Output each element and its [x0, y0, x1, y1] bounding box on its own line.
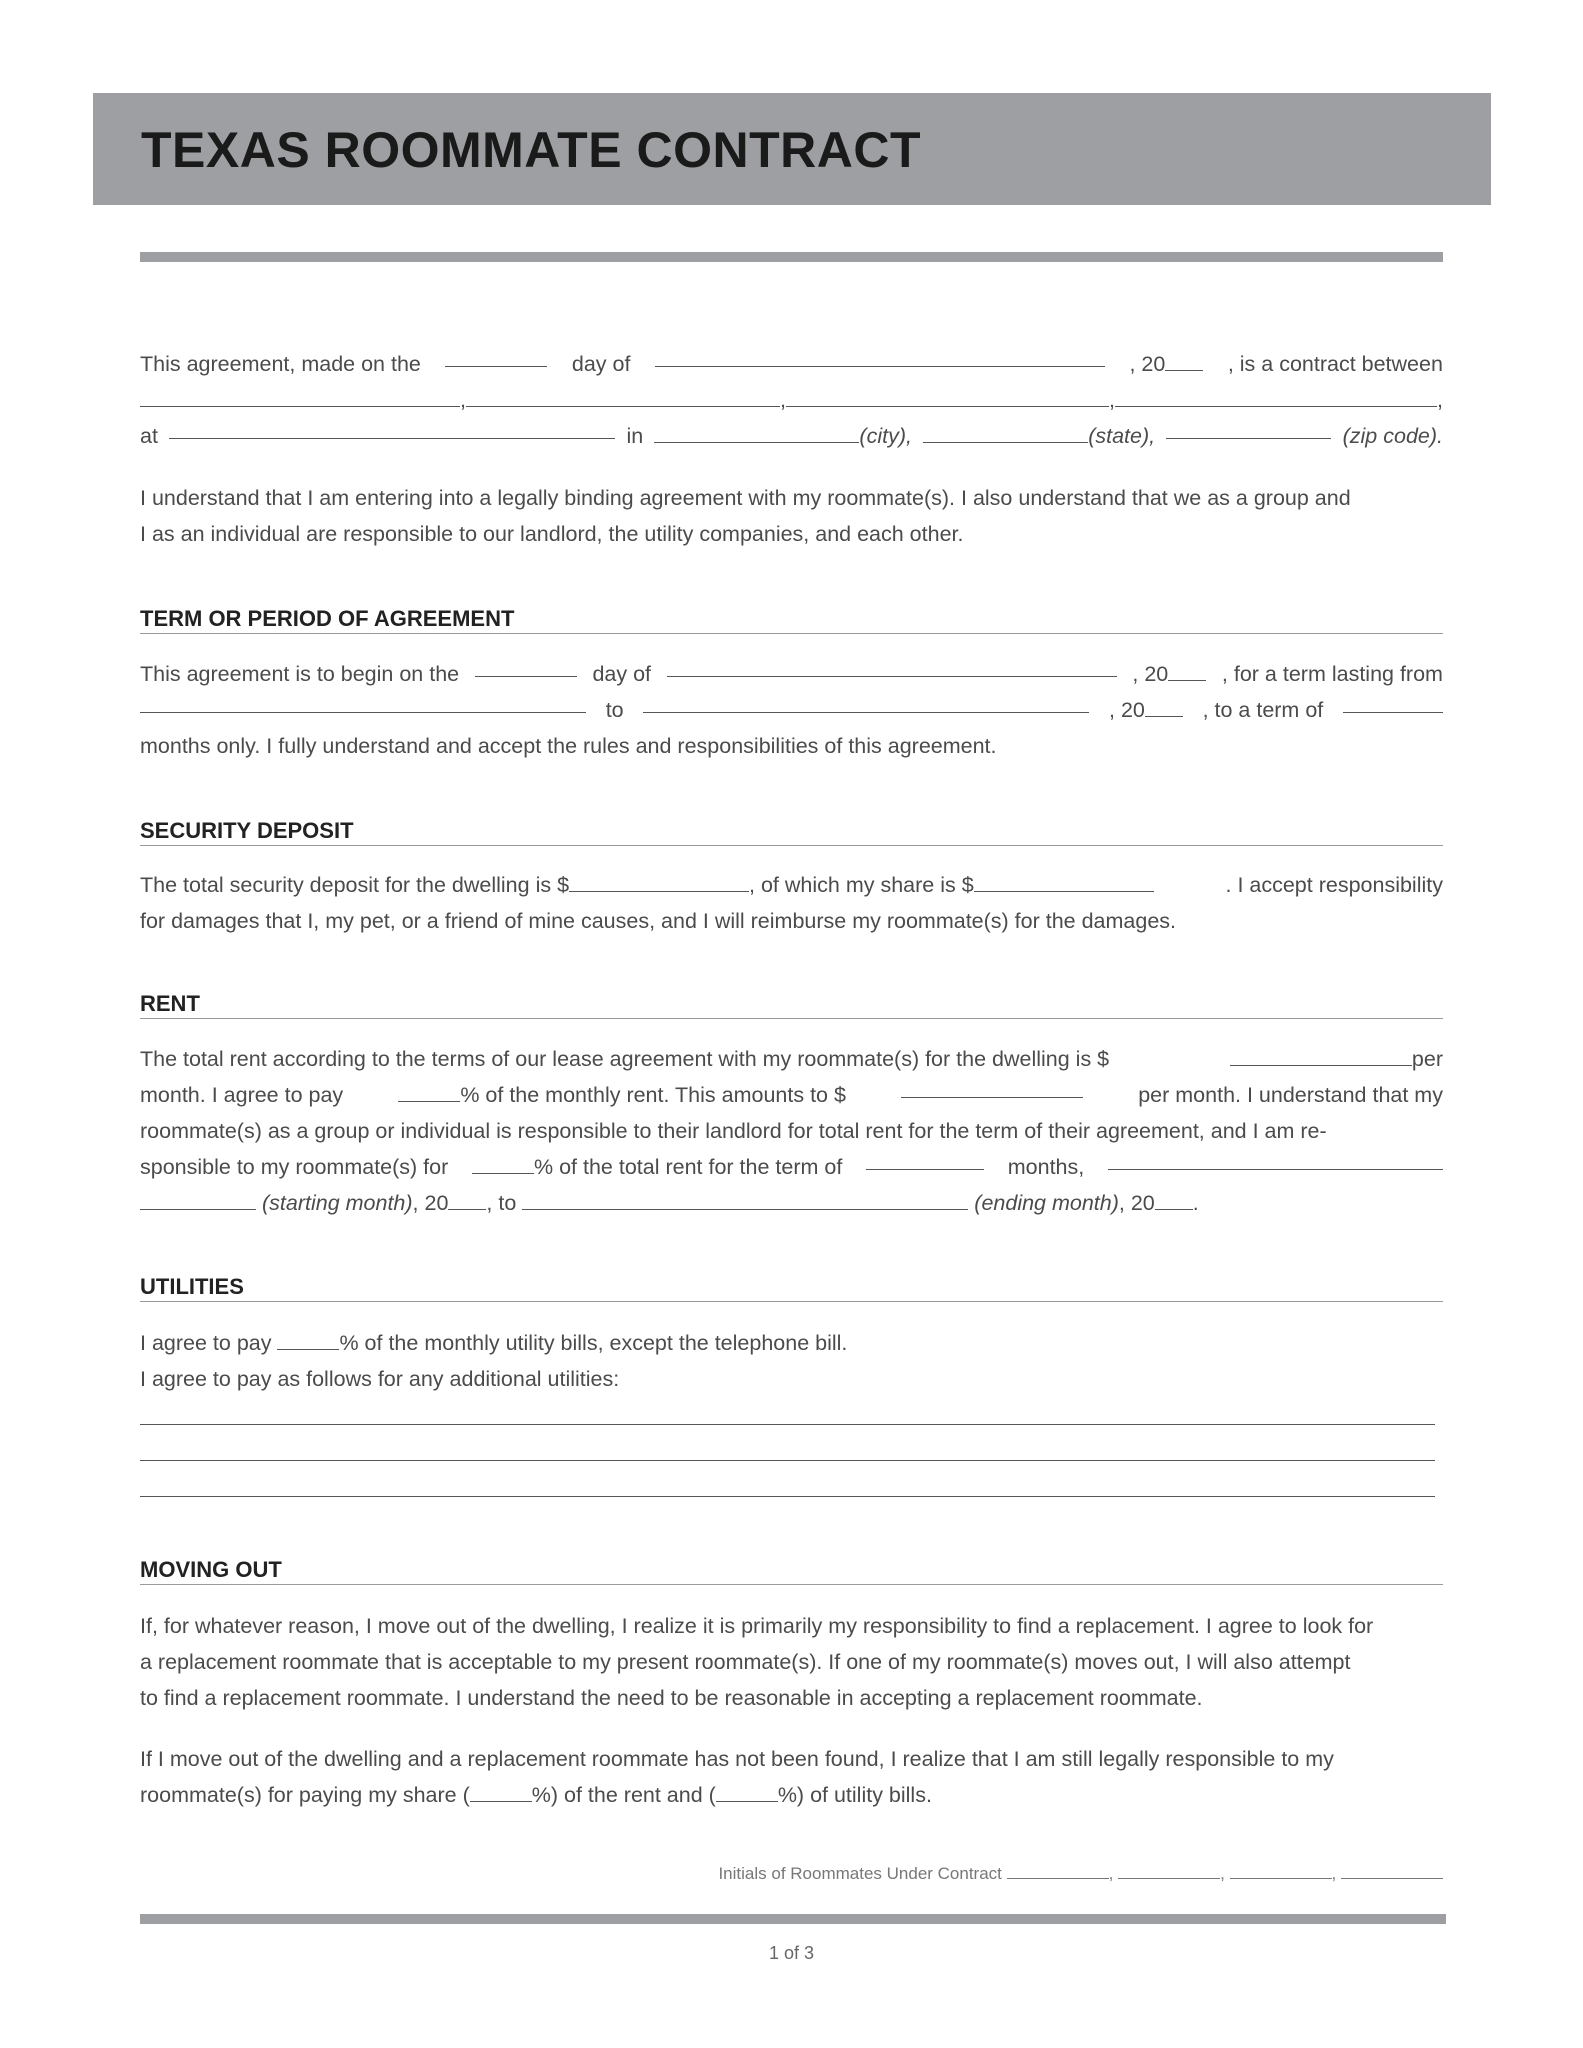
state-blank[interactable] — [923, 422, 1088, 443]
rent-line-5 — [140, 1185, 1443, 1221]
text: month. I agree to pay — [140, 1083, 344, 1107]
moving-out-p1-line-1: If, for whatever reason, I move out of the dwelling, I realize it is primarily my responsibility to find a replacement. I agree to look for — [140, 1614, 1374, 1638]
text: roommate(s) for paying my share ( — [140, 1783, 470, 1807]
year-blank[interactable] — [1165, 350, 1203, 371]
term-line-1 — [140, 656, 1443, 692]
section-heading-rent: RENT — [140, 991, 1443, 1019]
utility-share-blank[interactable] — [716, 1781, 778, 1802]
total-deposit-blank[interactable] — [569, 871, 749, 892]
intro-p2-line-2: I as an individual are responsible to our landlord, the utility companies, and each other. — [140, 522, 964, 546]
initials-blank-3[interactable] — [1230, 1862, 1332, 1879]
text: per — [1411, 1047, 1443, 1071]
text: . — [1192, 1191, 1199, 1215]
text: per month. I understand that my — [1138, 1083, 1443, 1107]
text: , 20 — [1129, 352, 1166, 376]
text: day of — [592, 662, 652, 686]
text: I agree to pay — [140, 1331, 272, 1355]
moving-out-p1-line-2: a replacement roommate that is acceptable to my present roommate(s). If one of my roommate(s) moves out, I will also attempt — [140, 1650, 1351, 1674]
utilities-write-line-3[interactable] — [140, 1496, 1435, 1497]
initials-label: Initials of Roommates Under Contract — [718, 1864, 1002, 1883]
rent-total-percent-blank[interactable] — [472, 1153, 534, 1174]
utilities-write-line-1[interactable] — [140, 1424, 1435, 1425]
initials-blank-2[interactable] — [1118, 1862, 1220, 1879]
text: , 20 — [1109, 698, 1145, 722]
term-line-2 — [140, 692, 1443, 728]
party-4-blank[interactable] — [1115, 386, 1437, 407]
start-month-blank-1[interactable] — [1108, 1149, 1443, 1170]
bottom-divider — [140, 1914, 1446, 1924]
party-1-blank[interactable] — [140, 386, 460, 407]
city-blank[interactable] — [654, 422, 859, 443]
intro-line-3 — [140, 418, 1443, 454]
rent-share-blank[interactable] — [470, 1781, 532, 1802]
rent-line-1 — [140, 1041, 1443, 1077]
text: %) of utility bills. — [777, 1783, 932, 1807]
text: (city), — [859, 424, 912, 448]
address-blank[interactable] — [169, 418, 615, 439]
start-year-blank[interactable] — [1168, 660, 1206, 681]
text: , to a term of — [1202, 698, 1324, 722]
initials-blank-4[interactable] — [1341, 1862, 1443, 1879]
moving-out-p1-line-3: to find a replacement roommate. I understand the need to be reasonable in accepting a replacement roommate. — [140, 1686, 1203, 1710]
moving-out-p2-line-1: If I move out of the dwelling and a replacement roommate has not been found, I realize that I am still legally responsible to my — [140, 1747, 1334, 1771]
text: (starting month) — [261, 1191, 413, 1215]
text: The total security deposit for the dwelling is $ — [140, 873, 570, 897]
text: %) of the rent and ( — [531, 1783, 716, 1807]
term-to-blank[interactable] — [643, 692, 1089, 713]
text: The total rent according to the terms of our lease agreement with my roommate(s) for the dwelling is $ — [140, 1047, 1110, 1071]
text: sponsible to my roommate(s) for — [140, 1155, 449, 1179]
rent-line-3: roommate(s) as a group or individual is responsible to their landlord for total rent for the term of their agreement, and I am re- — [140, 1119, 1327, 1143]
security-line-1 — [140, 867, 1443, 903]
text: This agreement, made on the — [140, 352, 421, 376]
section-heading-term: TERM OR PERIOD OF AGREEMENT — [140, 606, 1443, 634]
party-3-blank[interactable] — [786, 386, 1109, 407]
page-number: 1 of 3 — [768, 1943, 815, 1963]
text: (zip code). — [1342, 424, 1443, 448]
end-month-blank[interactable] — [522, 1189, 968, 1210]
text: , to — [486, 1191, 517, 1215]
text: , is a contract between — [1227, 352, 1443, 376]
text: at — [140, 424, 158, 448]
term-from-blank[interactable] — [140, 692, 586, 713]
initials-blank-1[interactable] — [1007, 1862, 1109, 1879]
text: day of — [571, 352, 631, 376]
rent-line-2 — [140, 1077, 1443, 1113]
text: % of the monthly utility bills, except the telephone bill. — [339, 1331, 848, 1355]
day-blank[interactable] — [445, 346, 547, 367]
intro-p2-line-1: I understand that I am entering into a legally binding agreement with my roommate(s). I also understand that we as a group and — [140, 486, 1351, 510]
party-2-blank[interactable] — [466, 386, 780, 407]
moving-out-p2-line-2 — [140, 1777, 1443, 1813]
term-year-blank[interactable] — [1145, 696, 1183, 717]
initials-line: Initials of Roommates Under Contract , , , — [718, 1862, 1443, 1884]
top-divider — [140, 252, 1443, 262]
utilities-percent-blank[interactable] — [277, 1329, 339, 1350]
text: , 20 — [1132, 662, 1169, 686]
text: % of the total rent for the term of — [533, 1155, 843, 1179]
rent-percent-blank[interactable] — [398, 1081, 460, 1102]
start-month-blank-2[interactable] — [140, 1189, 256, 1210]
utilities-line-2: I agree to pay as follows for any additional utilities: — [140, 1367, 620, 1391]
start-year-blank[interactable] — [448, 1189, 486, 1210]
text: (state), — [1088, 424, 1156, 448]
text: , 20 — [412, 1191, 449, 1215]
text: in — [626, 424, 644, 448]
month-blank[interactable] — [655, 346, 1105, 367]
utilities-write-line-2[interactable] — [140, 1460, 1435, 1461]
start-day-blank[interactable] — [475, 656, 577, 677]
section-heading-utilities: UTILITIES — [140, 1274, 1443, 1302]
utilities-line-1 — [140, 1325, 1443, 1361]
text: % of the monthly rent. This amounts to $ — [460, 1083, 846, 1107]
total-rent-blank[interactable] — [1230, 1045, 1412, 1066]
term-line-3: months only. I fully understand and accept the rules and responsibilities of this agreement. — [140, 734, 997, 758]
intro-line-1 — [140, 346, 1443, 382]
section-heading-security: SECURITY DEPOSIT — [140, 818, 1443, 846]
share-deposit-blank[interactable] — [974, 871, 1154, 892]
rent-amount-blank[interactable] — [901, 1077, 1083, 1098]
term-months-blank[interactable] — [1343, 692, 1443, 713]
security-line-2: for damages that I, my pet, or a friend of mine causes, and I will reimburse my roommate(s) for the damages. — [140, 909, 1177, 933]
text: , for a term lasting from — [1221, 662, 1443, 686]
text: , 20 — [1118, 1191, 1155, 1215]
rent-months-blank[interactable] — [866, 1149, 984, 1170]
start-month-blank[interactable] — [667, 656, 1117, 677]
text: This agreement is to begin on the — [140, 662, 460, 686]
text: , of which my share is $ — [749, 873, 974, 897]
title-band — [93, 93, 1491, 205]
zip-blank[interactable] — [1166, 418, 1331, 439]
text: to — [605, 698, 624, 722]
text: months, — [1007, 1155, 1085, 1179]
section-heading-moving-out: MOVING OUT — [140, 1557, 1443, 1585]
end-year-blank[interactable] — [1155, 1189, 1193, 1210]
document-title: TEXAS ROOMMATE CONTRACT — [141, 122, 921, 178]
text: (ending month) — [974, 1191, 1119, 1215]
intro-line-2: , , , , — [140, 382, 1443, 418]
rent-line-4 — [140, 1149, 1443, 1185]
text: . I accept responsibility — [1225, 873, 1443, 897]
